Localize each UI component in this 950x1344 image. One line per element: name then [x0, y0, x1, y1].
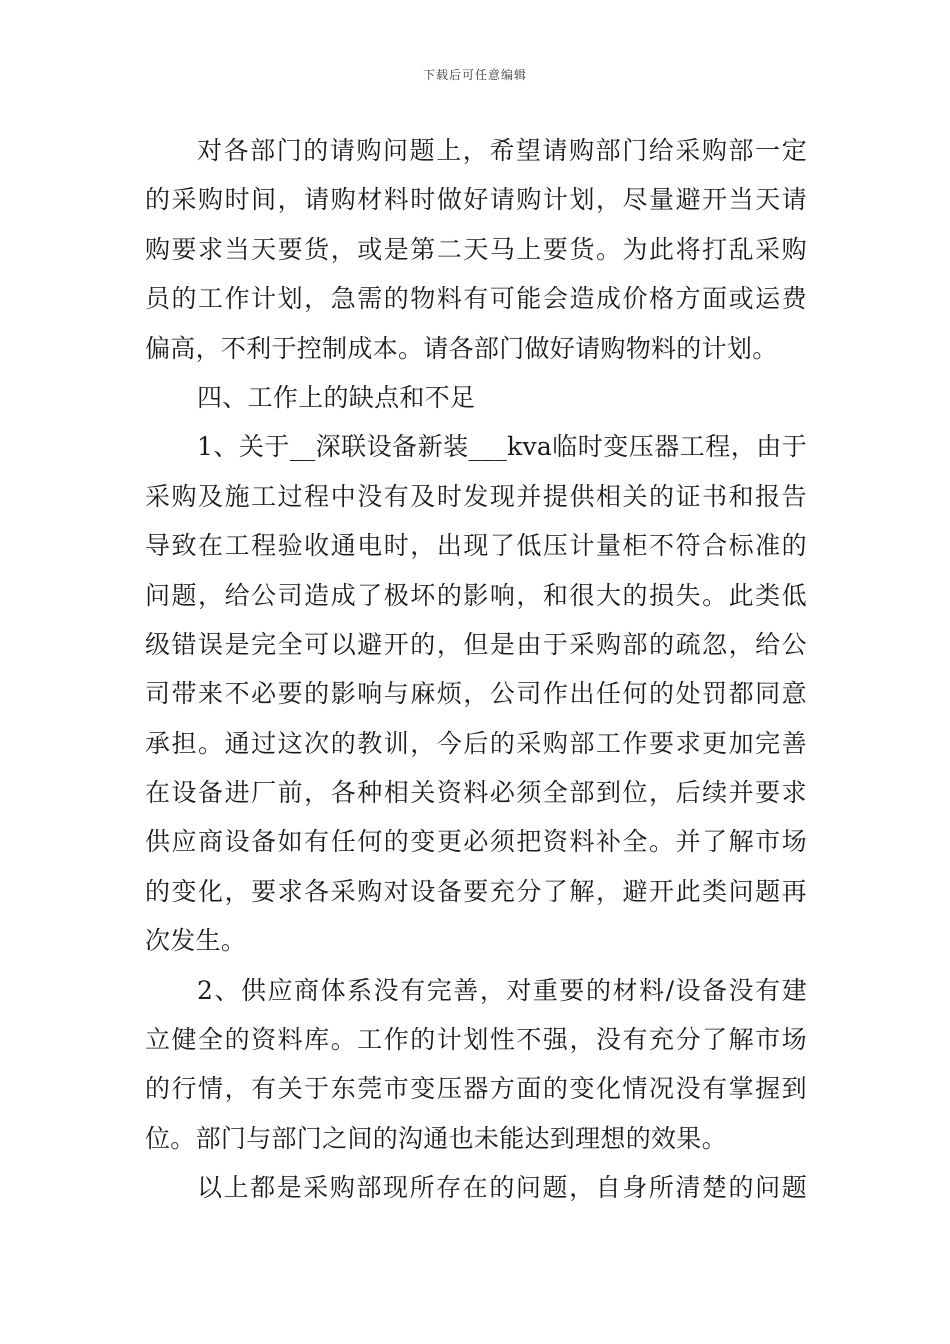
text-line: 购要求当天要货，或是第二天马上要货。为此将打乱采购 — [145, 234, 807, 264]
text-line: 采购及施工过程中没有及时发现并提供相关的证书和报告 — [145, 481, 807, 511]
text-line: 次发生。 — [145, 926, 247, 956]
text-line: 级错误是完全可以避开的，但是由于采购部的疏忽，给公 — [145, 629, 807, 659]
text-line: 承担。通过这次的教训，今后的采购部工作要求更加完善 — [145, 728, 807, 758]
text-line: 员的工作计划，急需的物料有可能会造成价格方面或运费 — [145, 284, 807, 314]
paragraph — [145, 126, 807, 373]
paragraph — [145, 422, 807, 965]
text-line: 位。部门与部门之间的沟通也未能达到理想的效果。 — [145, 1123, 727, 1153]
text-line: 对各部门的请购问题上，希望请购部门给采购部一定 — [197, 136, 807, 165]
text-line: 司带来不必要的影响与麻烦，公司作出任何的处罚都同意 — [145, 679, 807, 709]
text-line: 导致在工程验收通电时，出现了低压计量柜不符合标准的 — [145, 531, 807, 561]
paragraph — [145, 966, 807, 1164]
text-line: 立健全的资料库。工作的计划性不强，没有充分了解市场 — [145, 1025, 807, 1055]
body-text — [145, 126, 807, 1213]
text-line: 的行情，有关于东莞市变压器方面的变化情况没有掌握到 — [145, 1074, 807, 1104]
text-line: 的变化，要求各采购对设备要充分了解，避开此类问题再 — [145, 876, 807, 906]
text-line: 问题，给公司造成了极坏的影响，和很大的损失。此类低 — [145, 580, 807, 610]
paragraph — [145, 1163, 807, 1212]
text-line: 供应商设备如有任何的变更必须把资料补全。并了解市场 — [145, 827, 807, 857]
text-line: 以上都是采购部现所存在的问题，自身所清楚的问题 — [197, 1173, 807, 1203]
text-line: 偏高，不利于控制成本。请各部门做好请购物料的计划。 — [145, 333, 778, 363]
text-line: 四、工作上的缺点和不足 — [197, 382, 476, 412]
text-line: 在设备进厂前，各种相关资料必须全部到位，后续并要求 — [145, 778, 807, 808]
text-line: 1、关于__深联设备新装___kva临时变压器工程，由于 — [197, 432, 808, 462]
section-heading — [145, 373, 807, 422]
text-line: 的采购时间，请购材料时做好请购计划，尽量避开当天请 — [145, 185, 807, 215]
page-header: 下载后可任意编辑 — [422, 68, 527, 82]
text-line: 2、供应商体系没有完善，对重要的材料/设备没有建 — [197, 975, 807, 1005]
